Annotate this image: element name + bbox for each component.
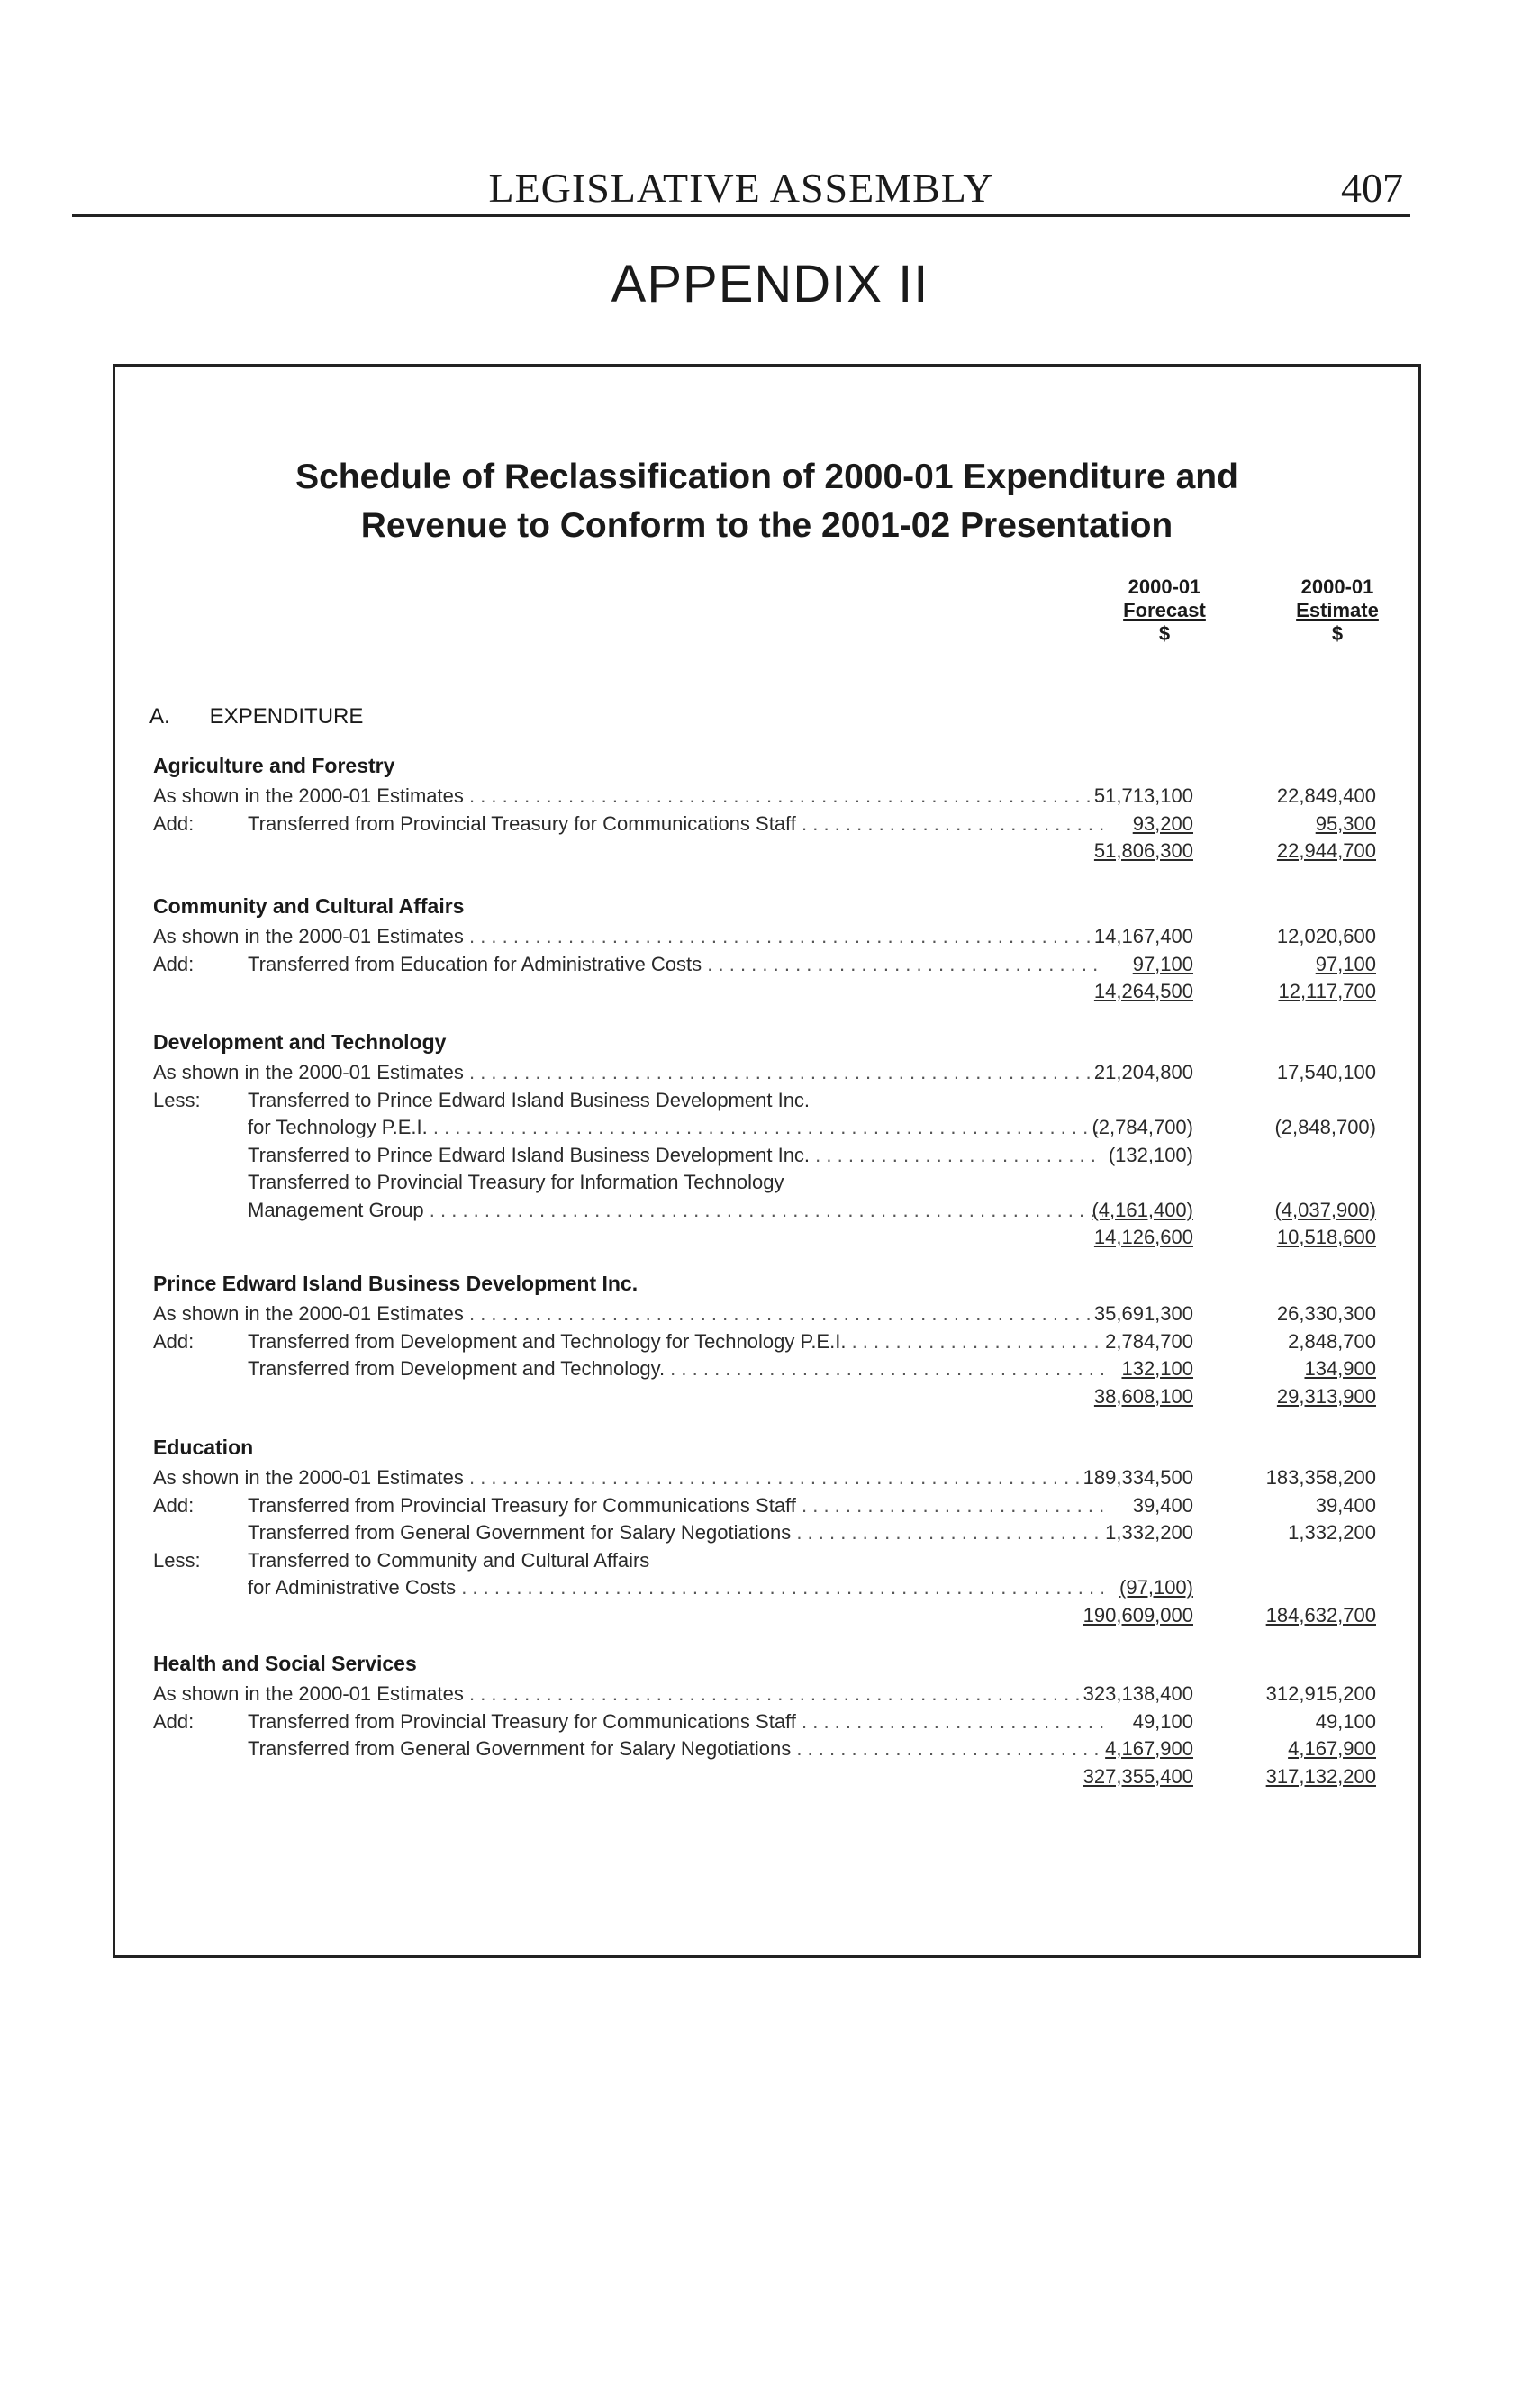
estimate-amount: 17,540,100 xyxy=(1276,1061,1376,1083)
estimate-amount: 97,100 xyxy=(1315,952,1376,975)
estimate-amount: 312,915,200 xyxy=(1265,1682,1376,1705)
column-unit: $ xyxy=(1331,622,1344,645)
estimate-amount: 10,518,600 xyxy=(1276,1226,1376,1248)
total-row xyxy=(153,980,1396,1007)
row-description: Transferred from Provincial Treasury for Communications Staff . . . xyxy=(248,812,1103,836)
row-description: As shown in the 2000-01 Estimates . . . xyxy=(153,1682,1103,1706)
row-description: Transferred from Provincial Treasury for Communications Staff . . . xyxy=(248,1710,1103,1734)
table-row xyxy=(153,784,1396,811)
running-head: LEGISLATIVE ASSEMBLY xyxy=(488,165,994,211)
group-title: Health and Social Services xyxy=(153,1652,417,1675)
forecast-amount: 51,806,300 xyxy=(1093,839,1193,862)
schedule-title-line1: Schedule of Reclassification of 2000-01 Expenditure and xyxy=(295,458,1238,496)
row-prefix: Add: xyxy=(153,1493,195,1517)
row-description: Transferred to Prince Edward Island Business Development Inc. xyxy=(248,1088,811,1111)
row-description: Transferred to Prince Edward Island Business Development Inc. . . . xyxy=(248,1144,1103,1167)
estimate-amount: 95,300 xyxy=(1315,811,1376,835)
forecast-amount: 51,713,100 xyxy=(1093,784,1193,807)
forecast-amount: 35,691,300 xyxy=(1093,1302,1193,1325)
column-label: Estimate xyxy=(1296,599,1379,621)
schedule-box xyxy=(113,364,1421,1958)
row-description: As shown in the 2000-01 Estimates . . . xyxy=(153,1302,1103,1326)
forecast-amount: 21,204,800 xyxy=(1093,1061,1193,1083)
table-row xyxy=(153,1171,1396,1198)
table-row xyxy=(153,953,1396,980)
forecast-amount: 327,355,400 xyxy=(1083,1764,1193,1788)
column-header-estimate xyxy=(1247,575,1427,646)
row-prefix: Less: xyxy=(153,1548,201,1572)
estimate-amount: 12,117,700 xyxy=(1278,980,1376,1002)
row-prefix: Less: xyxy=(153,1088,201,1111)
forecast-amount: 38,608,100 xyxy=(1093,1384,1193,1408)
forecast-amount: 93,200 xyxy=(1132,811,1193,835)
page-number: 407 xyxy=(1341,165,1403,211)
forecast-amount: 49,100 xyxy=(1132,1709,1193,1733)
column-header-forecast xyxy=(1074,575,1255,646)
column-year: 2000-01 xyxy=(1300,575,1374,598)
estimate-amount: 317,132,200 xyxy=(1265,1764,1376,1788)
group-title: Development and Technology xyxy=(153,1030,447,1054)
appendix-title: APPENDIX II xyxy=(611,255,929,313)
forecast-amount: 14,264,500 xyxy=(1093,980,1193,1002)
forecast-amount: 323,138,400 xyxy=(1083,1682,1193,1705)
group-title: Agriculture and Forestry xyxy=(153,754,395,777)
table-row xyxy=(153,1682,1396,1709)
table-row xyxy=(153,1494,1396,1521)
forecast-amount: (97,100) xyxy=(1119,1576,1193,1599)
row-description: Transferred from General Government for Salary Negotiations . . . xyxy=(248,1737,1103,1761)
forecast-amount: 14,126,600 xyxy=(1093,1226,1193,1248)
section-letter: A. xyxy=(149,704,170,729)
row-description: Transferred from General Government for Salary Negotiations . . . xyxy=(248,1521,1103,1545)
forecast-amount: 189,334,500 xyxy=(1083,1466,1193,1489)
row-description: for Technology P.E.I. . . . xyxy=(248,1116,1103,1139)
estimate-amount: 39,400 xyxy=(1315,1493,1376,1517)
table-row xyxy=(153,925,1396,952)
total-row xyxy=(153,1604,1396,1631)
column-label: Forecast xyxy=(1123,599,1206,621)
section-heading xyxy=(149,704,363,729)
row-description: As shown in the 2000-01 Estimates . . . xyxy=(153,1466,1103,1490)
forecast-amount: 2,784,700 xyxy=(1105,1329,1193,1353)
estimate-amount: 49,100 xyxy=(1315,1709,1376,1733)
row-description: Transferred from Provincial Treasury for Communications Staff . . . xyxy=(248,1494,1103,1518)
estimate-amount: (2,848,700) xyxy=(1274,1116,1376,1138)
row-prefix: Add: xyxy=(153,952,195,975)
forecast-amount: 14,167,400 xyxy=(1093,925,1193,947)
group-title: Education xyxy=(153,1436,254,1459)
estimate-amount: 12,020,600 xyxy=(1276,925,1376,947)
row-description: for Administrative Costs . . . xyxy=(248,1576,1103,1599)
forecast-amount: 39,400 xyxy=(1132,1493,1193,1517)
table-row xyxy=(153,1330,1396,1357)
table-row xyxy=(153,1710,1396,1737)
row-description: Transferred to Provincial Treasury for Information Technology xyxy=(248,1171,784,1193)
table-row xyxy=(153,1737,1396,1764)
table-row xyxy=(153,1116,1396,1143)
row-prefix: Add: xyxy=(153,811,195,835)
forecast-amount: (2,784,700) xyxy=(1092,1116,1193,1138)
section-title: EXPENDITURE xyxy=(209,704,364,729)
column-year: 2000-01 xyxy=(1128,575,1201,598)
estimate-amount: 22,944,700 xyxy=(1276,839,1376,862)
row-prefix: Add: xyxy=(153,1709,195,1733)
estimate-amount: 2,848,700 xyxy=(1288,1329,1376,1353)
forecast-amount: 1,332,200 xyxy=(1105,1521,1193,1544)
schedule-title xyxy=(115,453,1418,550)
page-header xyxy=(72,151,1410,217)
row-description: Transferred to Community and Cultural Affairs xyxy=(248,1548,650,1572)
table-row xyxy=(153,1521,1396,1548)
estimate-amount: 134,900 xyxy=(1304,1357,1376,1380)
schedule-title-line2: Revenue to Conform to the 2001-02 Presentation xyxy=(360,506,1173,545)
estimate-amount: 183,358,200 xyxy=(1265,1466,1376,1489)
row-description: Management Group . . . xyxy=(248,1199,1103,1222)
row-description: As shown in the 2000-01 Estimates . . . xyxy=(153,784,1103,808)
total-row xyxy=(153,1765,1396,1792)
total-row xyxy=(153,1226,1396,1253)
estimate-amount: 22,849,400 xyxy=(1276,784,1376,807)
table-row xyxy=(153,812,1396,839)
estimate-amount: 184,632,700 xyxy=(1265,1603,1376,1626)
estimate-amount: (4,037,900) xyxy=(1274,1198,1376,1221)
row-description: As shown in the 2000-01 Estimates . . . xyxy=(153,925,1103,948)
estimate-amount: 4,167,900 xyxy=(1288,1737,1376,1760)
estimate-amount: 26,330,300 xyxy=(1276,1302,1376,1325)
column-unit: $ xyxy=(1158,622,1171,645)
row-description: Transferred from Education for Administrative Costs . . . xyxy=(248,953,1103,976)
estimate-amount: 1,332,200 xyxy=(1288,1521,1376,1544)
table-row xyxy=(153,1061,1396,1088)
forecast-amount: 4,167,900 xyxy=(1105,1737,1193,1760)
group-title: Prince Edward Island Business Development Inc. xyxy=(153,1272,639,1295)
group-title: Community and Cultural Affairs xyxy=(153,894,465,918)
forecast-amount: (4,161,400) xyxy=(1092,1198,1193,1221)
forecast-amount: 97,100 xyxy=(1132,952,1193,975)
row-description: Transferred from Development and Technology. . . . xyxy=(248,1357,1103,1381)
table-row xyxy=(153,1466,1396,1493)
table-row xyxy=(153,1199,1396,1226)
estimate-amount: 29,313,900 xyxy=(1276,1384,1376,1408)
table-row xyxy=(153,1549,1396,1576)
table-row xyxy=(153,1089,1396,1116)
forecast-amount: 190,609,000 xyxy=(1083,1603,1193,1626)
row-description: As shown in the 2000-01 Estimates . . . xyxy=(153,1061,1103,1084)
total-row xyxy=(153,839,1396,866)
table-row xyxy=(153,1357,1396,1384)
table-row xyxy=(153,1302,1396,1329)
total-row xyxy=(153,1385,1396,1412)
table-row xyxy=(153,1576,1396,1603)
table-row xyxy=(153,1144,1396,1171)
forecast-amount: (132,100) xyxy=(1108,1143,1193,1166)
forecast-amount: 132,100 xyxy=(1121,1357,1193,1380)
row-prefix: Add: xyxy=(153,1329,195,1353)
row-description: Transferred from Development and Technology for Technology P.E.I. . . . xyxy=(248,1330,1103,1354)
